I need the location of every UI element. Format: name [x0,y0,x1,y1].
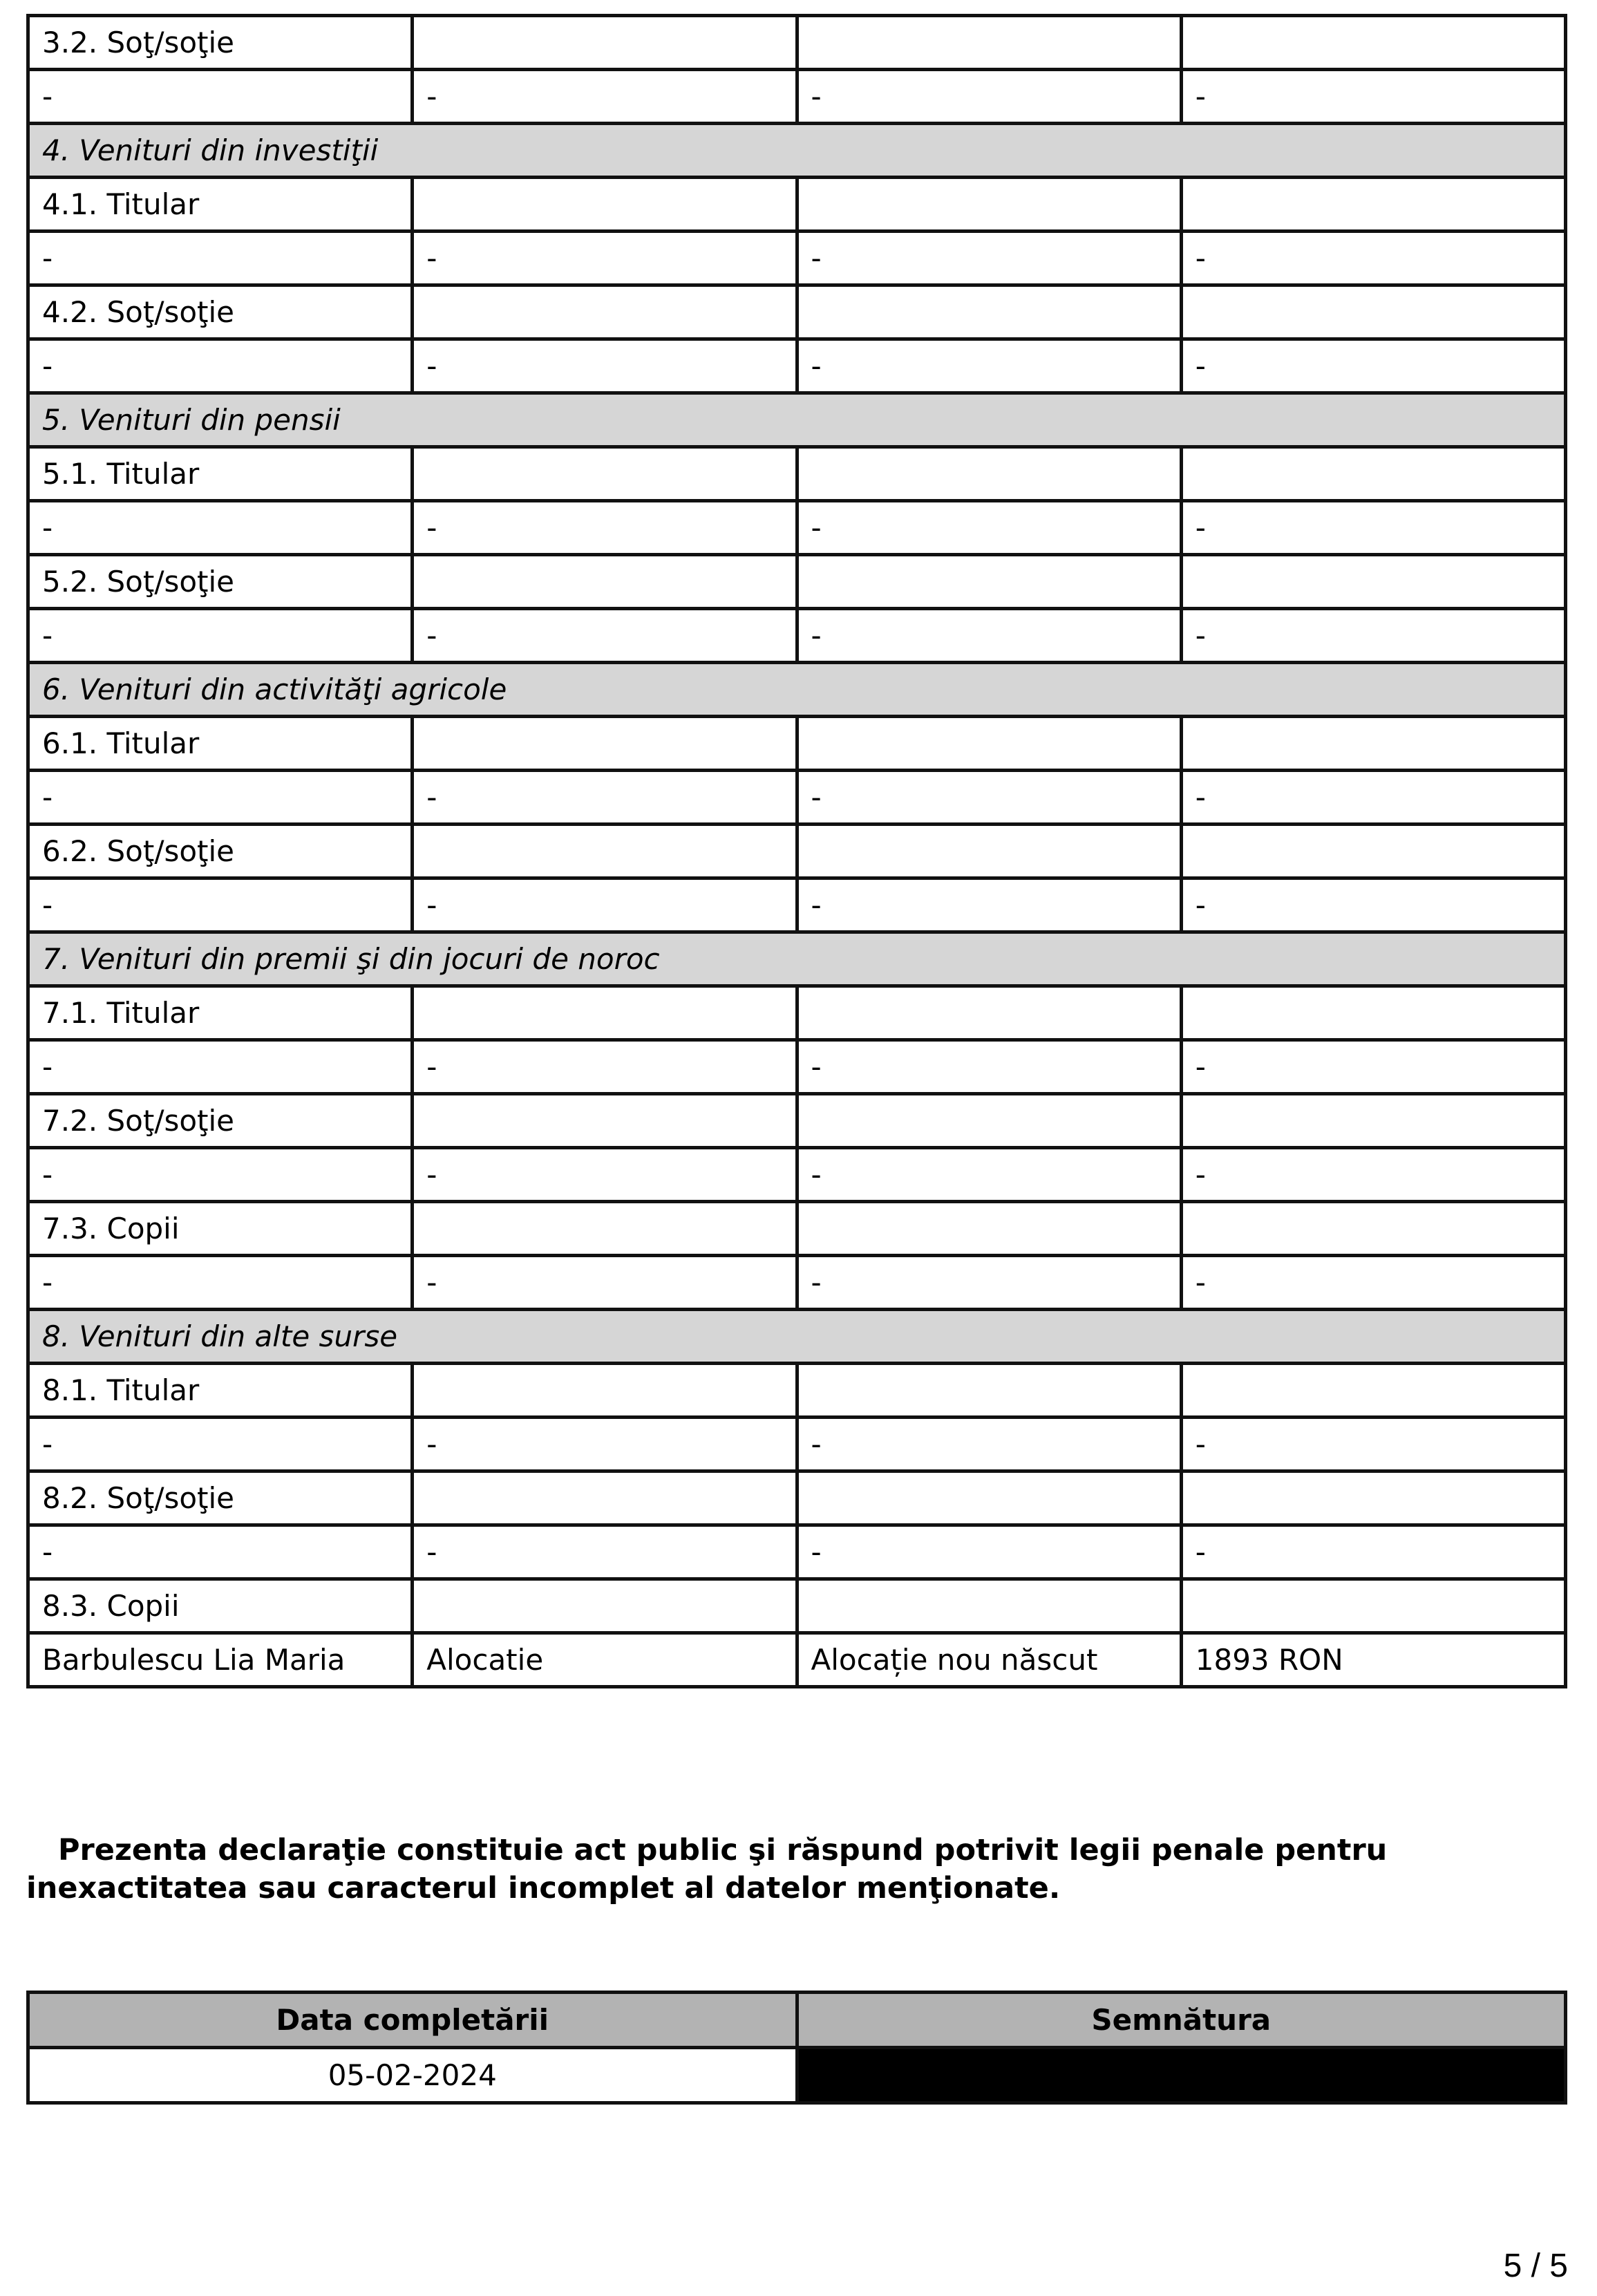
table-cell [797,1579,1181,1633]
category-row [28,447,1566,501]
table-cell: - [413,1525,797,1579]
table-cell [413,717,797,771]
table-cell: - [28,609,413,663]
table-cell [797,447,1181,501]
section-header-row [28,1310,1566,1364]
table-cell: 6.1. Titular [28,717,413,771]
income-table-body [28,16,1566,1687]
table-cell: - [1181,878,1565,932]
table-cell: - [28,232,413,285]
table-cell: 1893 RON [1181,1633,1565,1687]
section-title: 8. Venituri din alte surse [28,1310,1566,1364]
table-cell: - [28,70,413,124]
page-number: 5 / 5 [1503,2248,1568,2284]
table-row [28,878,1566,932]
table-cell [1181,1364,1565,1418]
table-cell: - [413,1040,797,1094]
table-cell: - [797,771,1181,825]
category-row [28,555,1566,609]
table-cell [797,825,1181,878]
table-cell [413,986,797,1040]
table-cell: - [28,1256,413,1310]
category-row [28,285,1566,339]
table-cell: Alocație nou născut [797,1633,1181,1687]
table-cell: - [797,1256,1181,1310]
table-cell: - [28,501,413,555]
table-cell [797,717,1181,771]
table-cell: - [28,1040,413,1094]
table-row [28,771,1566,825]
table-cell [1181,447,1565,501]
table-cell: - [28,878,413,932]
table-cell [1181,16,1565,70]
category-row [28,717,1566,771]
table-row [28,1418,1566,1471]
signature-table-value-row [28,2048,1566,2103]
table-cell: - [413,501,797,555]
table-cell [1181,825,1565,878]
table-cell: - [1181,609,1565,663]
table-cell [1181,285,1565,339]
category-row [28,1364,1566,1418]
category-row [28,1579,1566,1633]
table-cell: - [797,609,1181,663]
table-cell [1181,1202,1565,1256]
table-cell: - [28,771,413,825]
table-cell [797,1202,1181,1256]
section-header-row [28,124,1566,178]
table-cell: - [413,1256,797,1310]
table-cell: 5.2. Soţ/soţie [28,555,413,609]
table-cell: - [1181,70,1565,124]
date-header: Data completării [28,1993,797,2048]
table-cell: - [797,1040,1181,1094]
section-header-row [28,932,1566,986]
category-row [28,825,1566,878]
table-cell: - [1181,1256,1565,1310]
table-cell: - [1181,1040,1565,1094]
table-cell: - [797,70,1181,124]
table-cell: - [28,339,413,393]
category-row [28,16,1566,70]
section-title: 5. Venituri din pensii [28,393,1566,447]
table-cell: Barbulescu Lia Maria [28,1633,413,1687]
table-cell: 5.1. Titular [28,447,413,501]
document-page [26,14,1567,1688]
table-cell [413,825,797,878]
section-header-row [28,393,1566,447]
table-cell: - [28,1148,413,1202]
table-cell: - [797,501,1181,555]
table-cell: - [413,1148,797,1202]
table-cell [1181,1579,1565,1633]
table-row [28,1633,1566,1687]
table-cell: - [1181,1418,1565,1471]
table-row [28,501,1566,555]
table-cell: - [413,339,797,393]
table-cell [797,16,1181,70]
table-cell: - [28,1418,413,1471]
table-cell [1181,717,1565,771]
table-cell [413,1202,797,1256]
table-cell [1181,178,1565,232]
table-cell [797,986,1181,1040]
completion-date: 05-02-2024 [28,2048,797,2103]
table-cell: 8.1. Titular [28,1364,413,1418]
category-row [28,1202,1566,1256]
table-row [28,609,1566,663]
signature-table [26,1991,1567,2105]
table-cell: 4.2. Soţ/soţie [28,285,413,339]
category-row [28,1094,1566,1148]
table-cell [413,1471,797,1525]
table-cell: 3.2. Soţ/soţie [28,16,413,70]
table-cell: - [1181,232,1565,285]
table-cell: Alocatie [413,1633,797,1687]
table-cell: - [413,878,797,932]
table-cell [1181,986,1565,1040]
table-cell: - [1181,1525,1565,1579]
table-cell: 7.1. Titular [28,986,413,1040]
table-cell [413,1364,797,1418]
income-table [26,14,1567,1688]
table-cell [1181,1471,1565,1525]
table-cell: - [28,1525,413,1579]
table-cell: - [413,70,797,124]
table-cell [413,447,797,501]
table-cell: 4.1. Titular [28,178,413,232]
table-cell: - [797,1418,1181,1471]
table-row [28,1525,1566,1579]
table-cell [797,178,1181,232]
table-row [28,70,1566,124]
table-cell [413,178,797,232]
table-cell: 8.2. Soţ/soţie [28,1471,413,1525]
table-cell: - [797,339,1181,393]
table-cell [413,1579,797,1633]
table-cell [797,555,1181,609]
table-cell: 7.2. Soţ/soţie [28,1094,413,1148]
section-header-row [28,663,1566,717]
table-cell [797,1364,1181,1418]
table-cell [1181,1094,1565,1148]
table-cell: - [1181,771,1565,825]
redacted-signature [797,2048,1566,2103]
table-cell: - [1181,339,1565,393]
section-title: 4. Venituri din investiţii [28,124,1566,178]
table-cell [413,16,797,70]
table-cell [797,1094,1181,1148]
category-row [28,1471,1566,1525]
table-row [28,339,1566,393]
table-cell: - [797,1525,1181,1579]
table-cell: - [797,1148,1181,1202]
table-cell [413,1094,797,1148]
table-cell [797,285,1181,339]
table-cell: - [1181,501,1565,555]
table-cell: - [797,878,1181,932]
table-cell [1181,555,1565,609]
section-title: 6. Venituri din activităţi agricole [28,663,1566,717]
signature-header: Semnătura [797,1993,1566,2048]
table-cell: - [413,771,797,825]
section-title: 7. Venituri din premii şi din jocuri de noroc [28,932,1566,986]
table-cell: 8.3. Copii [28,1579,413,1633]
table-cell: - [1181,1148,1565,1202]
table-row [28,232,1566,285]
category-row [28,986,1566,1040]
table-cell [413,555,797,609]
table-cell: - [797,232,1181,285]
table-cell: - [413,1418,797,1471]
public-act-statement: Prezenta declaraţie constituie act public şi răspund potrivit legii penale pentru inexactitatea sau caracterul incomplet al datelor menţionate. [26,1833,1388,1906]
table-cell [797,1471,1181,1525]
table-row [28,1148,1566,1202]
signature-table-header-row [28,1993,1566,2048]
table-cell: 7.3. Copii [28,1202,413,1256]
table-cell: - [413,609,797,663]
table-row [28,1256,1566,1310]
table-cell: 6.2. Soţ/soţie [28,825,413,878]
table-row [28,1040,1566,1094]
table-cell: - [413,232,797,285]
table-cell [413,285,797,339]
category-row [28,178,1566,232]
